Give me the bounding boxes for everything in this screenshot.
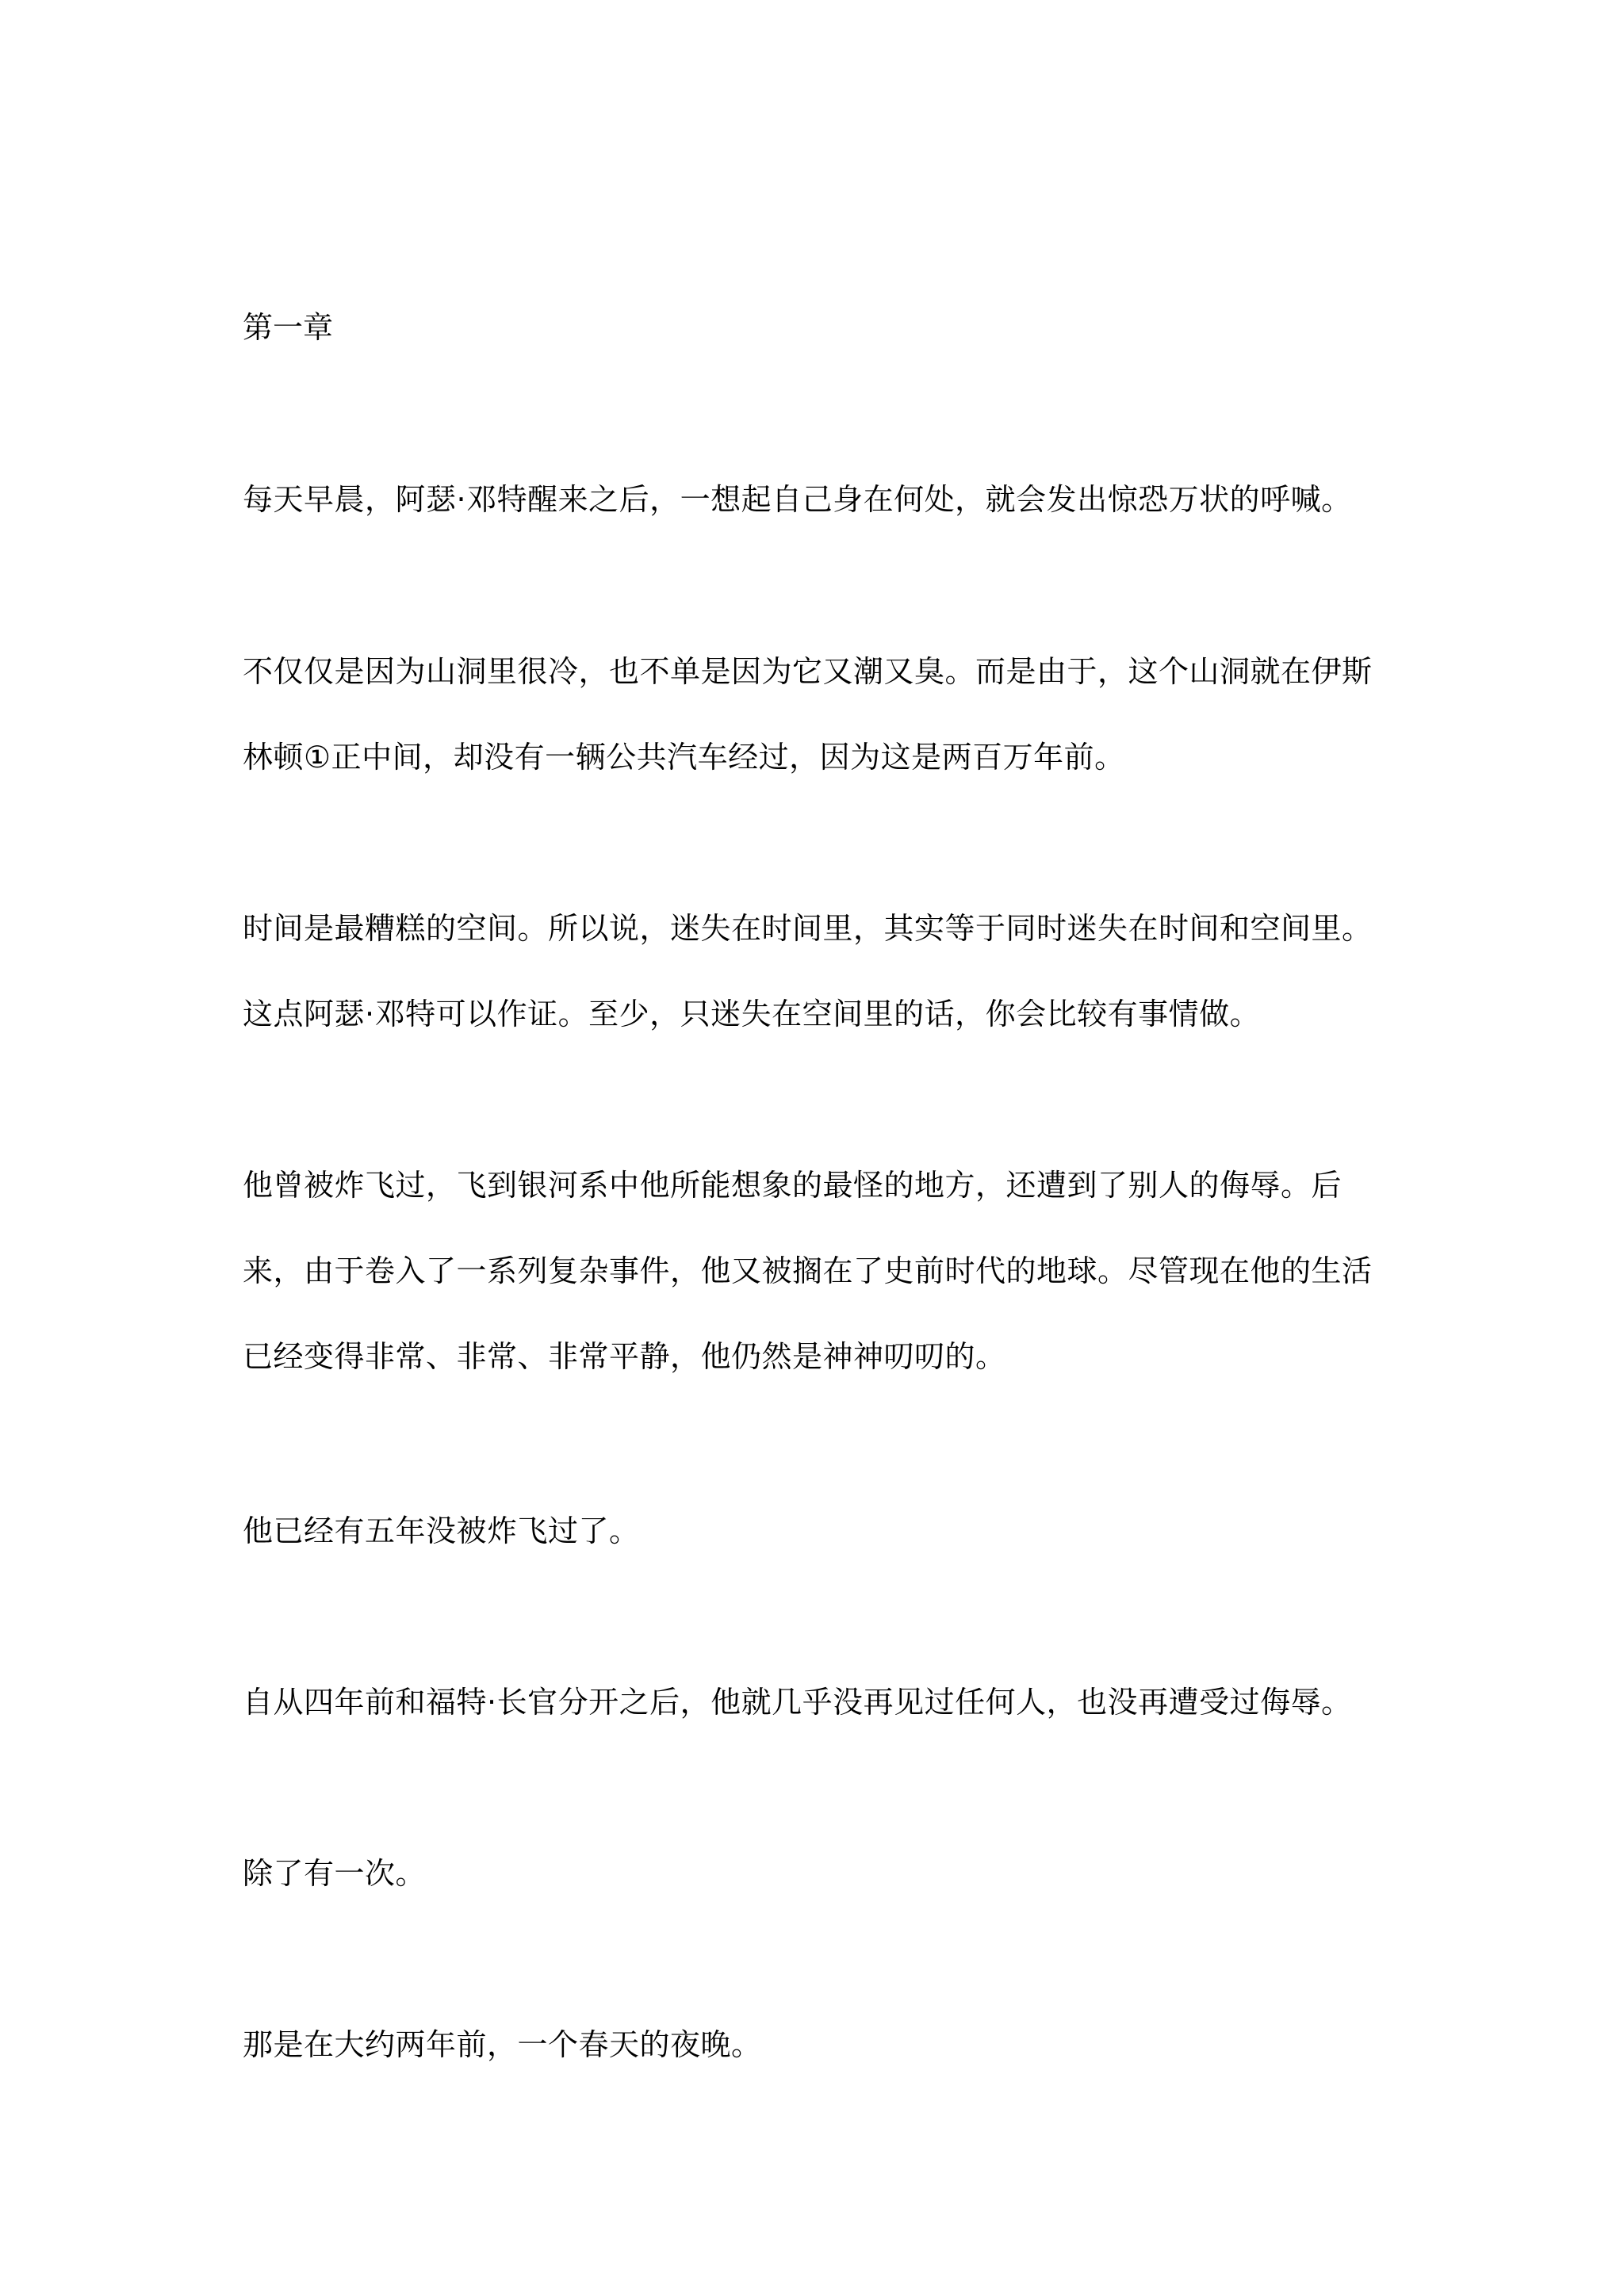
paragraph: 不仅仅是因为山洞里很冷，也不单是因为它又潮又臭。而是由于，这个山洞就在伊斯林顿①正中间，却没有一辆公共汽车经过，因为这是两百万年前。 — [243, 654, 1373, 775]
paragraph: 那是在大约两年前，一个春天的夜晚。 — [243, 2027, 762, 2062]
paragraph: 他曾被炸飞过，飞到银河系中他所能想象的最怪的地方，还遭到了别人的侮辱。后来，由于卷入了一系列复杂事件，他又被搁在了史前时代的地球。尽管现在他的生活已经变得非常、非常、非常平静，他仍然是神神叨叨的。 — [243, 1168, 1373, 1374]
chapter-title: 第一章 — [243, 310, 334, 345]
paragraph: 时间是最糟糕的空间。所以说，迷失在时间里，其实等于同时迷失在时间和空间里。这点阿瑟·邓特可以作证。至少，只迷失在空间里的话，你会比较有事情做。 — [243, 911, 1373, 1031]
paragraph: 他已经有五年没被炸飞过了。 — [243, 1513, 640, 1548]
paragraph: 自从四年前和福特·长官分开之后，他就几乎没再见过任何人，也没再遭受过侮辱。 — [243, 1685, 1352, 1720]
paragraph: 每天早晨，阿瑟·邓特醒来之后，一想起自己身在何处，就会发出惊恐万状的呼喊。 — [243, 482, 1352, 517]
paragraph: 除了有一次。 — [243, 1856, 427, 1891]
